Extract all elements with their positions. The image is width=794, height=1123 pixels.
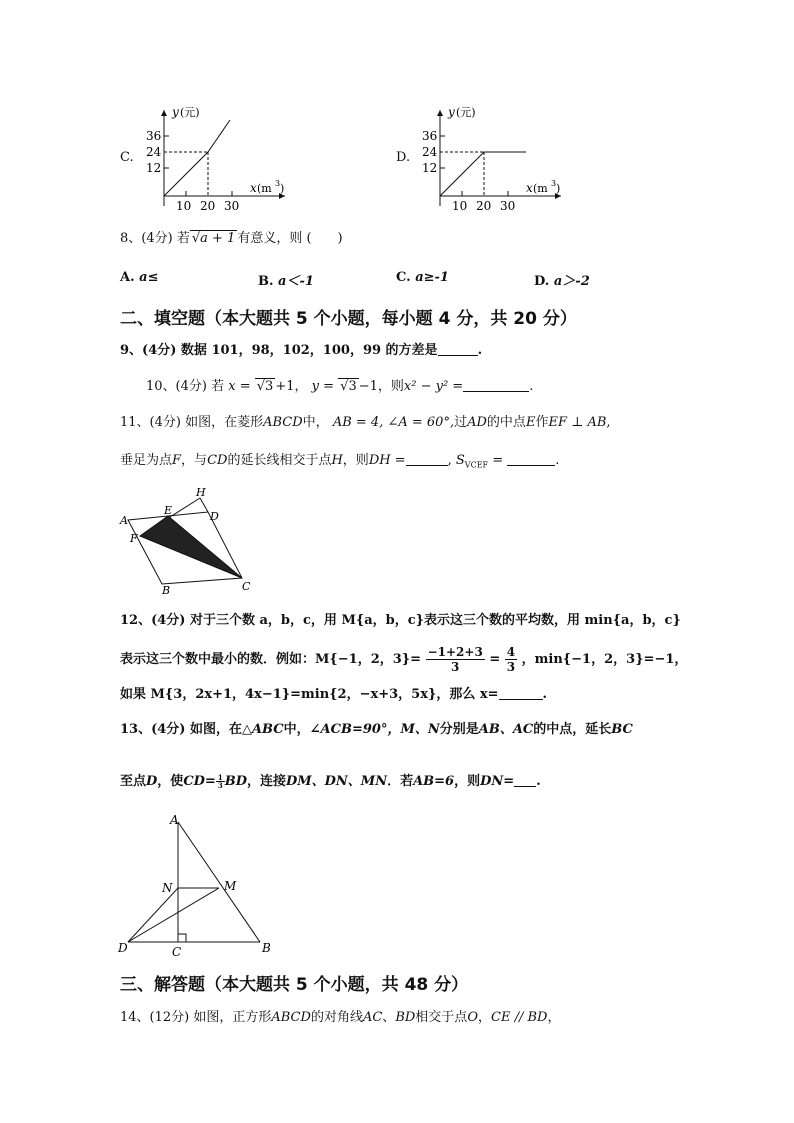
graph-c-line — [164, 120, 230, 196]
q13-answer-blank[interactable] — [514, 772, 536, 787]
right-angle-mark — [178, 934, 186, 942]
question-12-line-2: 表示这三个数中最小的数．例如：M{−1，2，3}= $\frac{-1+2+3}{3}$ = $\frac{4}{3}$ ，min{−1，2，3}=−1， — [120, 645, 688, 674]
graph-d-line — [440, 152, 526, 196]
section-3-title: 三、解答题（本大题共 5 个小题，共 48 分） — [120, 975, 469, 995]
question-13-line-1: 13、(4分) 如图，在△ABC中，∠ACB=90°，M、N分别是AB、AC的中点，延长BC — [120, 722, 633, 737]
svg-text:B: B — [162, 584, 171, 597]
q8-option-b[interactable]: B. a＜-1 — [258, 274, 314, 289]
shaded-triangle-cef — [140, 516, 242, 578]
svg-text:30: 30 — [224, 199, 240, 213]
svg-text:24: 24 — [422, 145, 438, 159]
q9-answer-blank[interactable] — [438, 341, 478, 356]
svg-text:D: D — [210, 510, 219, 523]
option-d-label: D. — [396, 150, 411, 165]
graph-d — [422, 100, 576, 213]
svg-text:(元): (元) — [456, 106, 476, 119]
svg-text:F: F — [130, 532, 138, 545]
svg-text:M: M — [224, 879, 237, 893]
q11-dh-blank[interactable] — [406, 451, 448, 466]
svg-text:B: B — [262, 941, 271, 955]
graph-c-y-arrow — [161, 110, 167, 116]
graph-c-y-label: y — [172, 105, 179, 119]
question-11-line-1: 11、(4分) 如图，在菱形ABCD中， AB = 4, ∠A = 60°,过AD的中点E作EF ⊥ AB, — [120, 415, 611, 430]
q11-rhombus-figure — [116, 486, 256, 596]
q8-option-a[interactable]: A. a≤ — [120, 270, 159, 285]
question-12-line-3: 如果 M{3，2x+1，4x−1}=min{2，−x+3，5x}，那么 x= . — [120, 687, 548, 702]
svg-text:20: 20 — [476, 199, 492, 213]
q8-option-d[interactable]: D. a＞-2 — [534, 274, 590, 289]
svg-text:): ) — [280, 182, 285, 195]
svg-text:(m: (m — [533, 182, 548, 195]
svg-text:36: 36 — [422, 129, 438, 143]
q13-triangle-figure — [114, 812, 284, 958]
question-13-line-2: 至点D，使CD= $\frac{1}{3}$ BD，连接DM、DN、MN．若AB=6，则DN= . — [120, 773, 541, 790]
question-8: 8、(4分) 若 √a + 1 有意义，则 ( ) — [120, 231, 343, 246]
svg-text:y: y — [448, 105, 455, 119]
graph-c-x-label: x — [250, 181, 257, 195]
svg-text:3: 3 — [551, 179, 557, 188]
svg-text:x: x — [526, 181, 533, 195]
svg-text:N: N — [162, 881, 173, 895]
svg-text:): ) — [556, 182, 561, 195]
svg-text:C: C — [172, 945, 182, 959]
graph-c — [146, 100, 300, 213]
option-c-label: C. — [120, 150, 134, 165]
section-2-title: 二、填空题（本大题共 5 个小题，每小题 4 分，共 20 分） — [120, 309, 577, 329]
svg-text:10: 10 — [176, 199, 192, 213]
segment-dn — [128, 888, 178, 942]
svg-text:30: 30 — [500, 199, 516, 213]
segment-dm — [128, 888, 219, 942]
svg-text:A: A — [120, 514, 128, 527]
segment-ab — [178, 822, 260, 942]
svg-text:36: 36 — [146, 129, 162, 143]
svg-text:12: 12 — [146, 161, 162, 175]
q12-answer-blank[interactable] — [499, 685, 543, 700]
svg-text:H: H — [196, 486, 206, 499]
svg-text:(m: (m — [257, 182, 272, 195]
q11-area-blank[interactable] — [507, 451, 555, 466]
question-9: 9、(4分) 数据 101，98，102，100，99 的方差是 . — [120, 343, 483, 358]
question-14: 14、(12分) 如图，正方形ABCD的对角线AC、BD相交于点O，CE // BD， — [120, 1010, 561, 1025]
q10-answer-blank[interactable] — [463, 377, 529, 392]
svg-text:20: 20 — [200, 199, 216, 213]
svg-text:A: A — [170, 813, 179, 827]
svg-text:24: 24 — [146, 145, 162, 159]
svg-text:E: E — [164, 504, 173, 517]
question-10: 10、(4分) 若 x = √3 +1， y = √3 −1，则x² − y² = . — [146, 379, 534, 394]
graph-c-y-unit: (元) — [180, 106, 200, 119]
q8-option-c[interactable]: C. a≥-1 — [396, 270, 449, 285]
cd-extension — [200, 498, 208, 512]
svg-text:10: 10 — [452, 199, 468, 213]
question-12-line-1: 12、(4分) 对于三个数 a，b，c，用 M{a，b，c}表示这三个数的平均数，用 min{a，b，c} — [120, 613, 681, 628]
svg-text:3: 3 — [275, 179, 281, 188]
svg-text:D: D — [118, 941, 128, 955]
question-11-line-2: 垂足为点F，与CD的延长线相交于点H，则DH = , $S_{VCEF}$ = . — [120, 453, 560, 470]
svg-text:12: 12 — [422, 161, 438, 175]
svg-text:C: C — [242, 580, 251, 593]
